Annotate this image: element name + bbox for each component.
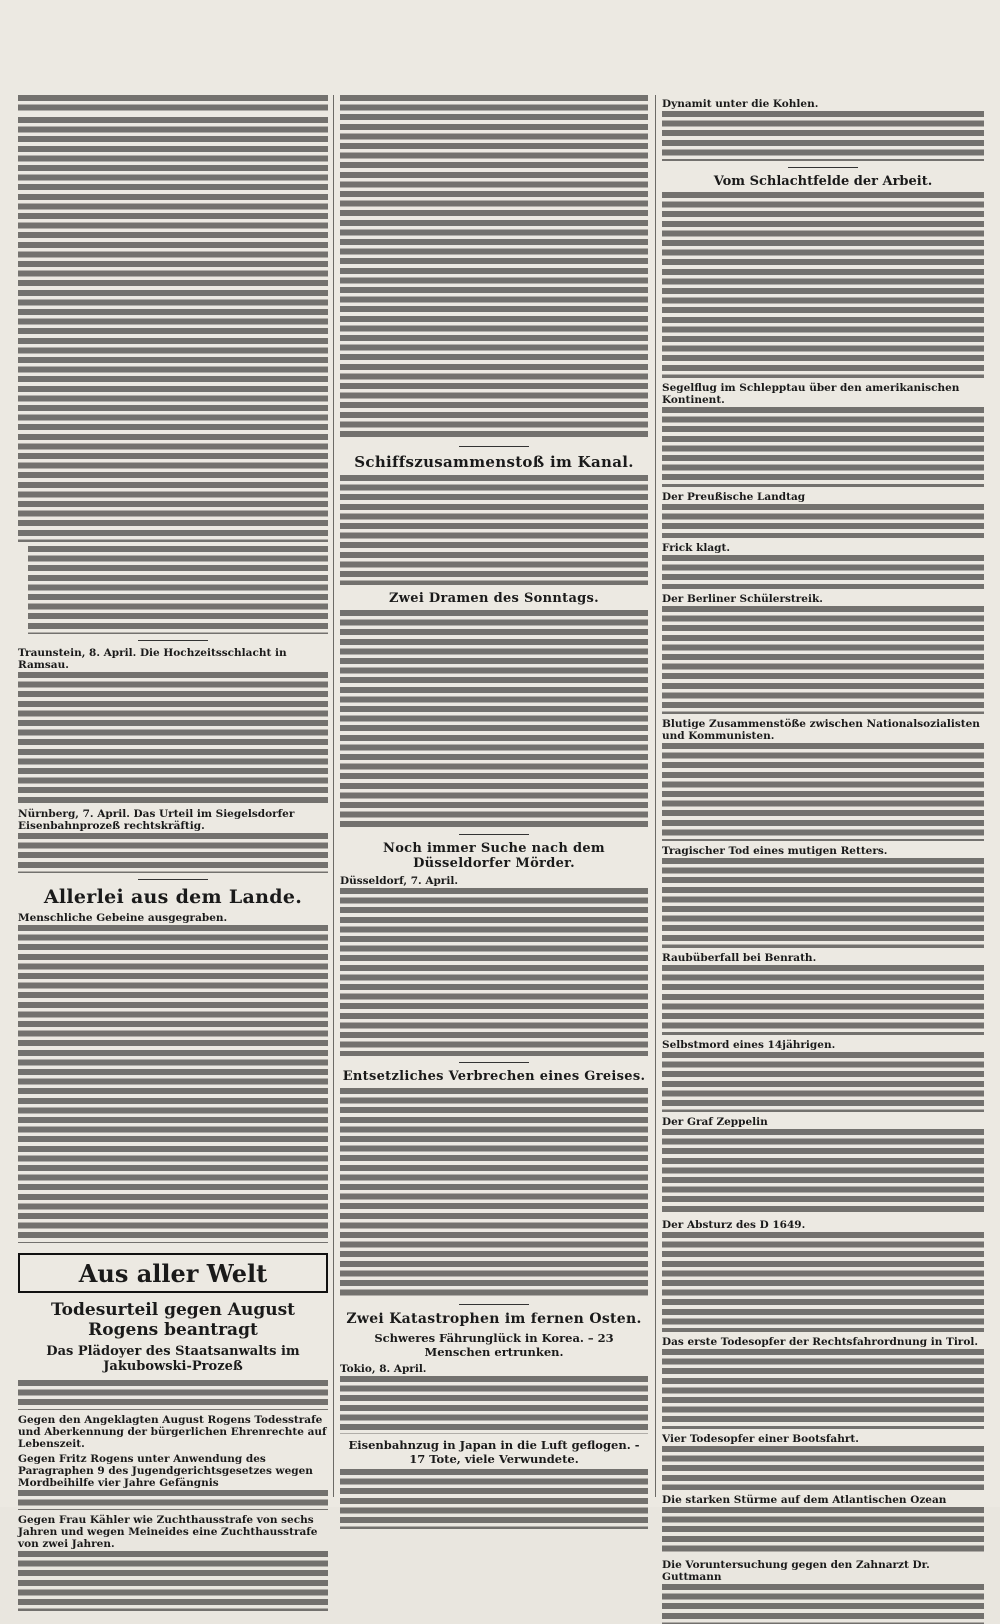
section-title-greis: Entsetzliches Verbrechen eines Greises. [342,1069,646,1084]
item-headline: Dynamit unter die Kohlen. [662,98,819,110]
text-block [340,475,648,585]
text-block [662,743,984,841]
text-block [662,1232,984,1332]
text-block [662,1129,984,1215]
section-title-ferner-osten: Zwei Katastrophen im fernen Osten. [346,1311,642,1327]
dateline-traunstein: Traunstein, 8. April. Die Hochzeitsschlacht in Ramsau. [18,647,287,671]
item-headline: Der Absturz des D 1649. [662,1219,806,1231]
text-block [18,833,328,873]
bold-paragraph: Gegen Fritz Rogens unter Anwendung des Paragraphen 9 des Jugendgerichtsgesetzes wegen Mordbeihilfe vier Jahre Gefängnis [18,1453,313,1490]
text-block [340,1469,648,1529]
column-1 [18,95,328,1551]
text-block [18,95,328,113]
item-headline: Der Preußische Landtag [662,491,806,503]
item-headline: Segelflug im Schlepptau über den amerikanischen Kontinent. [662,382,960,406]
item-headline: Das erste Todesopfer der Rechtsfahrordnung in Tirol. [662,1336,978,1348]
text-block [662,606,984,714]
text-block [662,192,984,378]
item-headline: Menschliche Gebeine ausgegraben. [18,912,228,924]
separator [138,879,208,880]
text-block [662,407,984,487]
text-block [662,858,984,948]
text-block [662,555,984,589]
subheadline-japan: Eisenbahnzug in Japan in die Luft geflogen. - 17 Tote, viele Verwundete. [348,1438,640,1466]
text-block [18,1551,328,1611]
text-block [18,1380,328,1410]
text-block [18,117,328,542]
text-block [662,111,984,161]
separator [459,1304,529,1305]
text-block [340,888,648,1056]
text-block [340,610,648,828]
separator [138,640,208,641]
item-headline: Die Voruntersuchung gegen den Zahnarzt Dr. Guttmann [662,1559,930,1583]
section-title-duesseldorf: Noch immer Suche nach dem Düsseldorfer Mörder. [383,841,605,871]
text-block [18,925,328,1243]
column-3 [662,95,984,1583]
dateline-duesseldorf: Düsseldorf, 7. April. [340,875,458,887]
text-block [18,1490,328,1510]
item-headline: Der Berliner Schülerstreik. [662,593,823,605]
dateline-tokio: Tokio, 8. April. [340,1363,427,1375]
column-rule [655,95,656,1497]
separator [459,446,529,447]
item-headline: Der Graf Zeppelin [662,1116,768,1128]
text-block [28,546,328,634]
subheadline-korea: Schweres Fährunglück in Korea. – 23 Menschen ertrunken. [374,1331,614,1359]
item-headline: Blutige Zusammenstöße zwischen Nationalsozialisten und Kommunisten. [662,718,980,742]
main-subheadline: Das Plädoyer des Staatsanwalts im Jakubowski-Prozeß [46,1344,300,1375]
separator [788,167,858,168]
main-headline: Todesurteil gegen August Rogens beantragt [50,1300,296,1340]
item-headline: Frick klagt. [662,542,731,554]
text-block [662,1349,984,1429]
bold-paragraph: Gegen den Angeklagten August Rogens Todesstrafe und Aberkennung der bürgerlichen Ehrenrechte auf Lebenszeit. [18,1414,327,1451]
dateline-nuernberg: Nürnberg, 7. April. Das Urteil im Siegelsdorfer Eisenbahnprozeß rechtskräftig. [18,808,295,832]
section-title-zwei-dramen: Zwei Dramen des Sonntags. [389,591,599,606]
text-block [662,1584,984,1624]
item-headline: Die starken Stürme auf dem Atlantischen Ozean [662,1494,947,1506]
text-block [662,965,984,1035]
text-block [662,1507,984,1555]
column-2 [340,95,648,1497]
text-block [662,1052,984,1112]
text-block [662,504,984,538]
item-headline: Tragischer Tod eines mutigen Retters. [662,845,888,857]
separator [459,834,529,835]
section-title-schiffszusammenstoss: Schiffszusammenstoß im Kanal. [354,453,634,471]
text-block [340,1376,648,1434]
section-title-allerlei: Allerlei aus dem Lande. [43,886,303,908]
text-block [340,95,648,440]
item-headline: Raubüberfall bei Benrath. [662,952,817,964]
separator [459,1062,529,1063]
text-block [340,1088,648,1298]
item-headline: Vier Todesopfer einer Bootsfahrt. [662,1433,859,1445]
bold-paragraph: Gegen Frau Kähler wie Zuchthausstrafe von sechs Jahren und wegen Meineides eine Zuchthausstrafe von zwei Jahren. [18,1514,318,1551]
column-rule [333,95,334,1497]
section-banner-aus-aller-welt: Aus aller Welt [18,1253,328,1293]
text-block [18,672,328,804]
section-title-arbeit: Vom Schlachtfelde der Arbeit. [713,174,933,189]
text-block [662,1446,984,1490]
item-headline: Selbstmord eines 14jährigen. [662,1039,836,1051]
